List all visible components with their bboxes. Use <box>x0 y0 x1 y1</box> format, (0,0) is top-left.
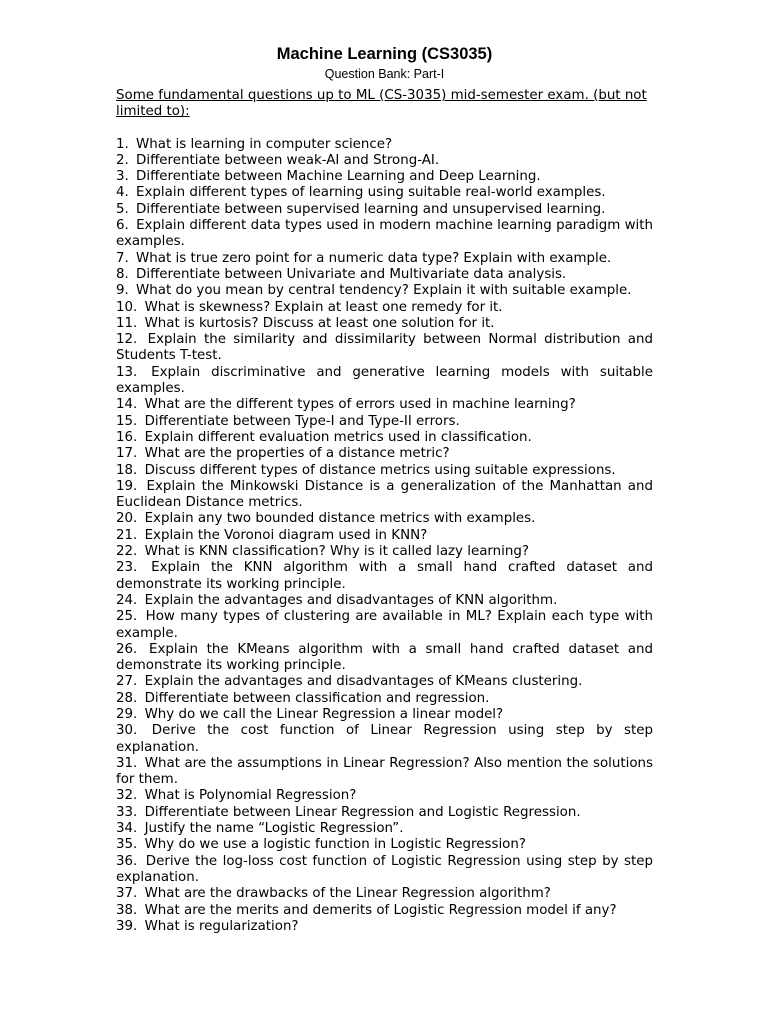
question-item <box>116 446 653 462</box>
question-item <box>116 821 653 837</box>
question-item <box>116 544 653 560</box>
question-text: Explain the KMeans algorithm with a small hand crafted dataset and demonstrate its working principle. <box>116 641 653 674</box>
question-number: 22. <box>116 544 138 560</box>
question-text: Differentiate between weak-AI and Strong-AI. <box>136 152 440 168</box>
document-page <box>116 44 653 935</box>
question-number: 4. <box>116 185 129 201</box>
question-number: 36. <box>116 853 138 869</box>
question-item <box>116 528 653 544</box>
question-item <box>116 218 653 251</box>
question-number: 17. <box>116 446 138 462</box>
question-text: Why do we call the Linear Regression a linear model? <box>144 706 504 722</box>
question-number: 9. <box>116 283 129 299</box>
question-number: 3. <box>116 169 129 185</box>
question-text: What are the different types of errors used in machine learning? <box>144 397 576 413</box>
question-text: What is skewness? Explain at least one remedy for it. <box>144 299 503 315</box>
question-list <box>116 137 653 936</box>
question-number: 14. <box>116 397 138 413</box>
question-text: Derive the log-loss cost function of Logistic Regression using step by step explanation. <box>116 853 653 885</box>
question-number: 23. <box>116 560 138 576</box>
question-text: Differentiate between Univariate and Multivariate data analysis. <box>136 266 567 282</box>
question-number: 34. <box>116 821 138 837</box>
question-number: 28. <box>116 690 138 706</box>
question-item <box>116 805 653 821</box>
question-item <box>116 283 653 299</box>
question-number: 10. <box>116 299 138 315</box>
question-item <box>116 609 653 642</box>
question-text: What are the assumptions in Linear Regression? Also mention the solutions for them. <box>116 755 653 788</box>
question-item <box>116 202 653 218</box>
question-item <box>116 723 653 756</box>
question-text: What are the properties of a distance metric? <box>144 446 450 462</box>
question-item <box>116 788 653 804</box>
question-item <box>116 153 653 169</box>
question-number: 31. <box>116 755 138 771</box>
question-text: Why do we use a logistic function in Logistic Regression? <box>144 837 526 853</box>
question-item <box>116 397 653 413</box>
document-title: Machine Learning (CS3035) <box>276 45 493 63</box>
question-item <box>116 707 653 723</box>
question-text: What do you mean by central tendency? Explain it with suitable example. <box>136 283 632 299</box>
document-subtitle: Question Bank: Part-I <box>324 67 445 81</box>
question-item <box>116 463 653 479</box>
question-item <box>116 919 653 935</box>
question-number: 32. <box>116 788 138 804</box>
question-number: 11. <box>116 315 138 331</box>
question-item <box>116 854 653 887</box>
question-number: 16. <box>116 429 138 445</box>
question-text: What is regularization? <box>144 918 299 934</box>
question-item <box>116 185 653 201</box>
question-text: Differentiate between Type-I and Type-II errors. <box>144 413 460 429</box>
question-item <box>116 593 653 609</box>
question-number: 27. <box>116 674 138 690</box>
question-item <box>116 430 653 446</box>
question-item <box>116 316 653 332</box>
question-item <box>116 511 653 527</box>
question-number: 1. <box>116 136 129 152</box>
question-number: 38. <box>116 902 138 918</box>
question-item <box>116 267 653 283</box>
question-number: 7. <box>116 250 129 266</box>
question-text: What is Polynomial Regression? <box>144 788 357 804</box>
question-number: 18. <box>116 462 138 478</box>
question-text: Explain the Minkowski Distance is a generalization of the Manhattan and Euclidean Distance metrics. <box>116 478 653 511</box>
question-item <box>116 756 653 789</box>
question-text: Explain the advantages and disadvantages of KNN algorithm. <box>144 592 558 608</box>
question-item <box>116 886 653 902</box>
question-number: 37. <box>116 886 138 902</box>
question-text: Explain the similarity and dissimilarity between Normal distribution and Students T-test. <box>116 332 653 364</box>
question-number: 33. <box>116 804 138 820</box>
question-text: What is kurtosis? Discuss at least one solution for it. <box>144 315 495 331</box>
question-item <box>116 169 653 185</box>
question-number: 19. <box>116 478 138 494</box>
question-item <box>116 300 653 316</box>
intro-text: Some fundamental questions up to ML (CS-3035) mid-semester exam. (but not limited to): <box>116 88 647 120</box>
question-text: Differentiate between Linear Regression and Logistic Regression. <box>144 804 581 820</box>
question-text: How many types of clustering are available in ML? Explain each type with example. <box>116 609 653 641</box>
question-item <box>116 674 653 690</box>
question-number: 13. <box>116 364 138 380</box>
question-text: What is KNN classification? Why is it called lazy learning? <box>144 544 529 560</box>
question-item <box>116 837 653 853</box>
question-item <box>116 365 653 398</box>
question-number: 24. <box>116 592 138 608</box>
question-text: What is learning in computer science? <box>136 136 393 152</box>
question-item <box>116 560 653 593</box>
question-number: 26. <box>116 641 138 657</box>
question-item <box>116 691 653 707</box>
question-text: Explain any two bounded distance metrics with examples. <box>144 511 536 527</box>
question-item <box>116 137 653 153</box>
question-item <box>116 479 653 512</box>
question-text: Differentiate between supervised learning and unsupervised learning. <box>136 201 606 217</box>
question-number: 12. <box>116 332 138 348</box>
question-text: Explain discriminative and generative learning models with suitable examples. <box>116 364 653 397</box>
question-number: 5. <box>116 201 129 217</box>
question-text: What are the merits and demerits of Logistic Regression model if any? <box>144 902 617 918</box>
question-number: 15. <box>116 413 138 429</box>
question-text: Explain the KNN algorithm with a small hand crafted dataset and demonstrate its working principle. <box>116 560 653 592</box>
question-number: 6. <box>116 218 129 234</box>
question-text: Explain different types of learning using suitable real-world examples. <box>136 185 606 201</box>
question-item <box>116 332 653 365</box>
question-text: Differentiate between Machine Learning and Deep Learning. <box>136 169 541 185</box>
question-text: What are the drawbacks of the Linear Regression algorithm? <box>144 886 551 902</box>
question-number: 25. <box>116 609 138 625</box>
question-text: Explain different data types used in modern machine learning paradigm with examples. <box>116 218 653 250</box>
question-text: Discuss different types of distance metrics using suitable expressions. <box>144 462 616 478</box>
question-number: 30. <box>116 723 138 739</box>
question-text: Derive the cost function of Linear Regression using step by step explanation. <box>116 723 653 755</box>
question-text: Justify the name “Logistic Regression”. <box>144 821 404 837</box>
question-number: 39. <box>116 918 138 934</box>
question-text: Explain different evaluation metrics used in classification. <box>144 429 532 445</box>
question-number: 2. <box>116 152 129 168</box>
question-number: 8. <box>116 266 129 282</box>
question-number: 35. <box>116 837 138 853</box>
question-number: 21. <box>116 527 138 543</box>
question-text: What is true zero point for a numeric data type? Explain with example. <box>136 250 612 266</box>
question-number: 29. <box>116 706 138 722</box>
question-item <box>116 903 653 919</box>
question-number: 20. <box>116 511 138 527</box>
question-text: Explain the advantages and disadvantages of KMeans clustering. <box>144 674 583 690</box>
question-text: Differentiate between classification and regression. <box>144 690 490 706</box>
question-item <box>116 251 653 267</box>
question-text: Explain the Voronoi diagram used in KNN? <box>144 527 428 543</box>
question-item <box>116 414 653 430</box>
question-item <box>116 642 653 675</box>
